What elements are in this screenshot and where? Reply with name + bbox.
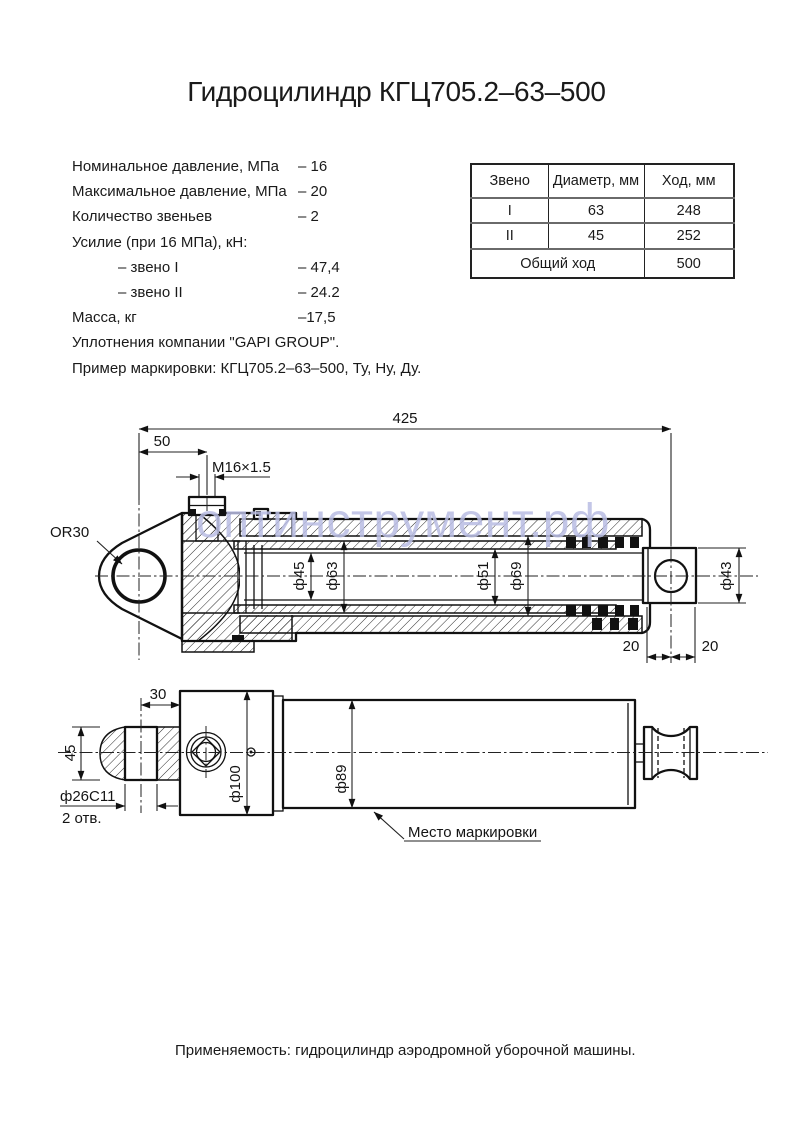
- dim-label-d89: ф89: [333, 764, 350, 794]
- spec-list: [72, 158, 452, 385]
- cell: 45: [548, 223, 644, 249]
- table-row: [471, 198, 734, 223]
- hole-dia-label: ф26С11: [60, 788, 116, 805]
- hole-qty-label: 2 отв.: [62, 810, 102, 827]
- dim-label-d100: ф100: [227, 765, 244, 803]
- spec-label: Количество звеньев: [72, 208, 213, 226]
- spec-value: – 20: [298, 183, 328, 201]
- seal: [598, 605, 608, 616]
- spec-label: Номинальное давление, МПа: [72, 158, 279, 175]
- spec-label: Уплотнения компании "GAPI GROUP".: [72, 334, 340, 352]
- page-title: Гидроцилиндр КГЦ705.2–63–500: [187, 76, 606, 107]
- spec-row: [72, 284, 452, 309]
- seal: [592, 618, 602, 630]
- table-row: [471, 223, 734, 249]
- spec-row: [72, 183, 452, 208]
- seal: [615, 537, 624, 548]
- cell: 248: [644, 198, 734, 223]
- spec-value: –17,5: [298, 309, 336, 327]
- spec-row: [72, 334, 452, 359]
- dim-label-20-left: 20: [622, 638, 640, 655]
- col-header: Звено: [489, 173, 530, 189]
- stage-wall-bottom: [234, 605, 616, 613]
- table-header-row: [471, 164, 734, 198]
- applicability-note: Применяемость: гидроцилиндр аэродромной уборочной машины.: [175, 1042, 636, 1059]
- spec-row: [72, 158, 452, 183]
- spec-label: Максимальное давление, МПа: [72, 183, 287, 201]
- table-footer-row: [471, 249, 734, 278]
- spec-value: – 24.2: [298, 283, 340, 301]
- col-header: Ход, мм: [644, 164, 734, 198]
- cell: I: [471, 198, 548, 223]
- marking-label: Место маркировки: [408, 824, 538, 841]
- leader-line: [374, 812, 404, 839]
- seal: [628, 618, 638, 630]
- watermark: оптинструмент.рф: [196, 495, 610, 548]
- dim-label-d43: ф43: [718, 561, 735, 591]
- step-ring: [273, 696, 283, 811]
- cell: II: [471, 223, 548, 249]
- dim-label-425: 425: [392, 410, 418, 427]
- spec-row: [72, 309, 452, 334]
- spec-value: – 16: [298, 158, 328, 175]
- dim-label-30: 30: [149, 686, 167, 703]
- spec-label: Масса, кг: [72, 309, 137, 327]
- seal: [615, 605, 624, 616]
- spec-label: Пример маркировки: КГЦ705.2–63–500, Ту, Ну, Ду.: [72, 359, 422, 377]
- cell: 63: [548, 198, 644, 223]
- lug-radius-label: OR30: [50, 524, 90, 541]
- seal: [610, 618, 619, 630]
- spec-row: [72, 360, 452, 385]
- seal: [630, 605, 639, 616]
- dim-label-d45: ф45: [291, 561, 308, 591]
- barrel-wall-bottom: [240, 616, 642, 633]
- pin-hatch-band: [157, 727, 180, 780]
- spec-row: [72, 234, 452, 259]
- seal: [582, 605, 591, 616]
- dim-label-50: 50: [153, 433, 171, 450]
- seal: [566, 605, 576, 616]
- thread-label: M16×1.5: [212, 459, 271, 476]
- dim-label-d69: ф69: [508, 561, 525, 591]
- spec-value: – 47,4: [298, 258, 340, 276]
- col-header: Диаметр, мм: [548, 164, 644, 198]
- bottom-view: [58, 686, 768, 841]
- seal: [630, 537, 639, 548]
- dim-label-d63: ф63: [324, 561, 341, 591]
- spec-row: [72, 208, 452, 233]
- spec-label: Усилие (при 16 МПа), кН:: [72, 233, 248, 251]
- head-foot: [182, 641, 254, 652]
- spec-row: [72, 259, 452, 284]
- stroke-table: [470, 163, 735, 279]
- cell: 252: [644, 223, 734, 249]
- footer-label: Общий ход: [471, 249, 644, 278]
- pin-sphere: [100, 727, 125, 780]
- dim-label-45: 45: [62, 744, 79, 762]
- spec-label: – звено II: [118, 283, 183, 301]
- dim-label-d51: ф51: [475, 561, 492, 591]
- spec-label: – звено I: [118, 258, 179, 276]
- dim-label-20-right: 20: [701, 638, 719, 655]
- footer-value: 500: [644, 249, 734, 278]
- spec-value: – 2: [298, 208, 319, 226]
